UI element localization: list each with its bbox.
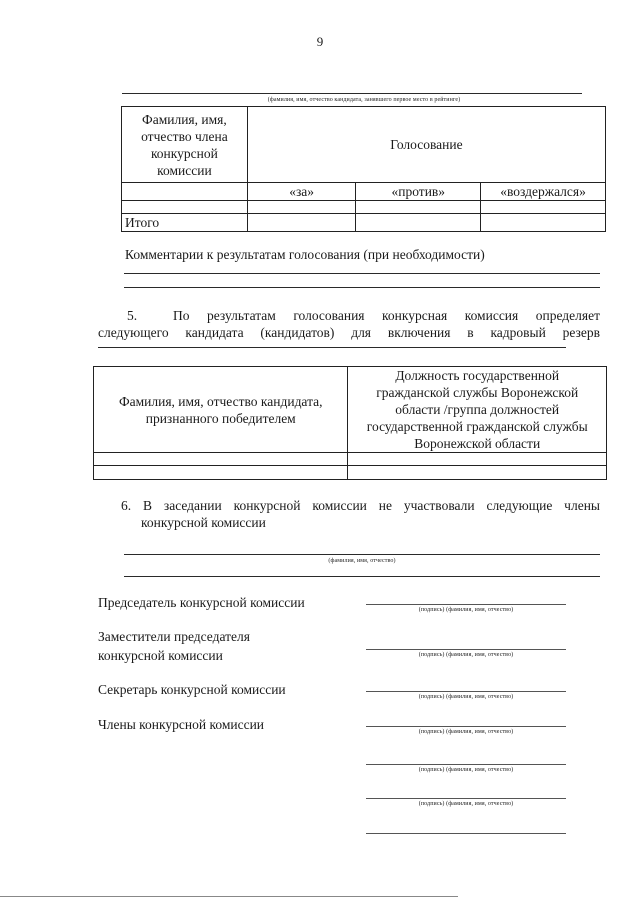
table-row: [94, 466, 607, 480]
header-vote-for: «за»: [247, 183, 356, 201]
header-candidate-name: Фамилия, имя, отчество кандидата, признанного победителем: [94, 367, 348, 453]
header-voting: Голосование: [247, 107, 605, 183]
absent-members-line-2: [124, 576, 600, 577]
secretary-signature-caption: (подпись) (фамилия, имя, отчество): [418, 694, 514, 700]
header-vote-abstain: «воздержался»: [481, 183, 606, 201]
winners-table: [93, 366, 607, 480]
winner-name-line: [122, 93, 582, 94]
page-number: 9: [316, 34, 324, 49]
table-row: [122, 201, 606, 214]
member-signature-caption-1: (подпись) (фамилия, имя, отчество): [418, 729, 514, 735]
member-signature-line-2: [366, 764, 566, 765]
section5-line1: По результатам голосования конкурсная комиссия определяет: [173, 308, 600, 323]
deputies-signature-caption: (подпись) (фамилия, имя, отчество): [418, 652, 514, 658]
header-position: Должность государственной гражданской службы Воронежской области /группа должностей государственной гражданской службы Воронежской области: [348, 367, 607, 453]
secretary-label: Секретарь конкурсной комиссии: [98, 682, 286, 697]
section5-line2: следующего кандидата (кандидатов) для включения в кадровый резерв: [98, 325, 600, 340]
section6-line1: 6. В заседании конкурсной комиссии не участвовали следующие члены: [121, 498, 600, 513]
comments-label: Комментарии к результатам голосования (при необходимости): [125, 247, 485, 262]
comments-line-1: [124, 273, 600, 274]
header-vote-against: «против»: [356, 183, 481, 201]
table-cell-empty: [122, 183, 248, 201]
total-label: Итого: [122, 214, 248, 232]
table-row: [94, 453, 607, 466]
deputies-signature-line: [366, 649, 566, 650]
table-row-total: [122, 214, 606, 232]
section5-line: [98, 347, 566, 348]
absent-members-line: [124, 554, 600, 555]
chairman-signature-caption: (подпись) (фамилия, имя, отчество): [418, 607, 514, 613]
member-signature-line-1: [366, 726, 566, 727]
deputies-label-1: Заместители председателя: [98, 629, 250, 644]
member-signature-caption-3: (подпись) (фамилия, имя, отчество): [418, 801, 514, 807]
winner-caption: (фамилия, имя, отчество кандидата, занявшего первое место в рейтинге): [267, 97, 461, 103]
section5-number: 5.: [127, 308, 138, 323]
chairman-signature-line: [366, 604, 566, 605]
comments-line-2: [124, 287, 600, 288]
deputies-label-2: конкурсной комиссии: [98, 648, 223, 663]
secretary-signature-line: [366, 691, 566, 692]
absent-members-caption: (фамилия, имя, отчество): [328, 558, 396, 564]
voting-table: [121, 106, 606, 232]
member-signature-caption-2: (подпись) (фамилия, имя, отчество): [418, 767, 514, 773]
section6-line2: конкурсной комиссии: [141, 515, 266, 530]
member-signature-line-3: [366, 798, 566, 799]
member-signature-line-4: [366, 833, 566, 834]
header-member-name: Фамилия, имя, отчество члена конкурсной комиссии: [122, 107, 248, 183]
members-label: Члены конкурсной комиссии: [98, 717, 265, 732]
scan-edge-line: [0, 896, 458, 897]
chairman-label: Председатель конкурсной комиссии: [98, 595, 305, 610]
